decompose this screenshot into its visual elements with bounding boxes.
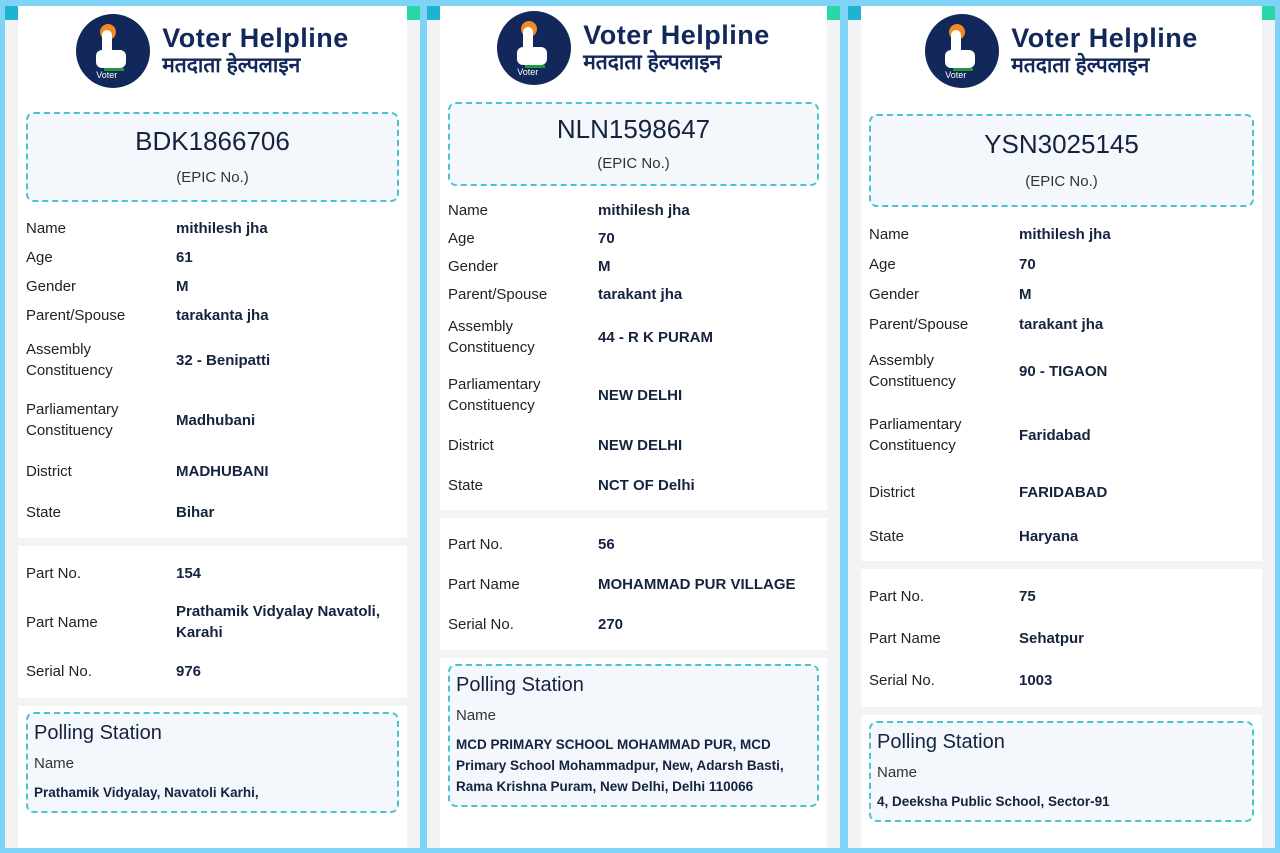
detail-label: State <box>448 476 484 494</box>
detail-value: tarakant jha <box>598 285 683 303</box>
logo-text <box>583 20 770 76</box>
detail-label: Name <box>869 225 910 243</box>
voter-card <box>861 6 1262 848</box>
part-label: Part Name <box>869 629 941 647</box>
voter-card <box>440 6 827 848</box>
detail-value: mithilesh jha <box>1019 225 1111 243</box>
detail-label: District <box>448 436 494 454</box>
detail-value: tarakanta jha <box>176 307 269 324</box>
detail-row <box>869 339 1254 403</box>
logo-part <box>945 50 975 68</box>
detail-row <box>26 330 399 390</box>
voter-hand-icon <box>497 11 571 85</box>
voter-hand-icon <box>925 14 999 88</box>
detail-label: Parliamentary Constituency <box>869 416 962 454</box>
divider <box>18 538 407 546</box>
detail-row <box>869 517 1254 555</box>
logo-title-en: Voter Helpline <box>162 23 349 53</box>
logo-text <box>1011 23 1198 79</box>
divider <box>440 650 827 658</box>
epic-label: (EPIC No.) <box>1025 173 1098 190</box>
detail-label: District <box>869 483 915 501</box>
detail-row <box>26 492 399 532</box>
part-label: Part Name <box>26 613 98 631</box>
divider <box>861 707 1262 715</box>
logo-title-en: Voter Helpline <box>1011 23 1198 53</box>
part-label: Part No. <box>448 535 504 553</box>
part-value: 270 <box>598 615 624 633</box>
polling-station-box <box>448 664 819 807</box>
polling-station-address: MCD PRIMARY SCHOOL MOHAMMAD PUR, MCD Primary School Mohammadpur, New, Adarsh Basti, Rama Krishna Puram, New Delhi, Delhi 110066 <box>456 737 784 794</box>
detail-row <box>869 219 1254 249</box>
status-bar-left <box>5 6 19 20</box>
part-value: 56 <box>598 535 615 553</box>
part-row <box>448 564 819 604</box>
detail-row <box>26 390 399 450</box>
polling-station-box <box>869 721 1254 822</box>
detail-value: 70 <box>1019 255 1036 273</box>
voter-helpline-logo <box>18 6 407 96</box>
detail-value: FARIDABAD <box>1019 483 1108 501</box>
detail-label: State <box>869 527 905 545</box>
part-row <box>448 604 819 644</box>
polling-station-title: Polling Station <box>877 731 1005 753</box>
detail-row <box>869 309 1254 339</box>
epic-number: BDK1866706 <box>135 126 290 156</box>
details-list <box>440 186 827 504</box>
detail-value: mithilesh jha <box>176 220 268 237</box>
detail-row <box>26 272 399 301</box>
logo-mark-text: Voter <box>945 70 967 80</box>
part-list <box>18 552 407 692</box>
part-label: Part No. <box>26 564 82 582</box>
status-bar-right <box>1261 6 1275 20</box>
details-list <box>18 202 407 532</box>
logo-part <box>517 47 547 65</box>
detail-value: M <box>1019 285 1032 303</box>
detail-label: Age <box>448 229 475 247</box>
voter-panel <box>5 6 420 848</box>
status-bar-left <box>848 6 862 20</box>
part-list <box>861 575 1262 701</box>
detail-row <box>869 467 1254 517</box>
divider <box>861 561 1262 569</box>
part-row <box>869 659 1254 701</box>
logo-title-en: Voter Helpline <box>583 20 770 50</box>
detail-value: NEW DELHI <box>598 386 683 404</box>
detail-value: M <box>176 278 189 295</box>
part-label: Serial No. <box>448 615 514 633</box>
detail-row <box>26 243 399 272</box>
polling-station-name-label: Name <box>877 764 918 781</box>
epic-number: NLN1598647 <box>556 114 711 144</box>
detail-value: tarakant jha <box>1019 315 1104 333</box>
details-list <box>861 207 1262 555</box>
part-row <box>448 524 819 564</box>
polling-station-name-label: Name <box>456 707 497 724</box>
detail-row <box>869 279 1254 309</box>
logo-title-hi: मतदाता हेल्पलाइन <box>1011 54 1150 77</box>
detail-value: NCT OF Delhi <box>598 476 695 494</box>
detail-label: Age <box>869 255 896 273</box>
status-bar-left <box>427 6 441 20</box>
detail-label: Parent/Spouse <box>869 315 969 333</box>
detail-label: Age <box>26 249 53 266</box>
logo-part <box>96 50 126 68</box>
detail-row <box>448 466 819 504</box>
voter-panel <box>848 6 1275 848</box>
detail-value: 44 - R K PURAM <box>598 328 714 346</box>
epic-box <box>448 102 819 186</box>
detail-row <box>26 214 399 243</box>
detail-value: Haryana <box>1019 527 1079 545</box>
detail-value: MADHUBANI <box>176 462 269 480</box>
detail-value: 70 <box>598 229 615 247</box>
detail-row <box>869 249 1254 279</box>
part-value: 976 <box>176 662 202 680</box>
detail-label: Assembly Constituency <box>26 341 113 379</box>
voter-card <box>18 6 407 848</box>
epic-number: YSN3025145 <box>984 129 1139 159</box>
part-label: Part No. <box>869 587 925 605</box>
part-value: Sehatpur <box>1019 629 1085 647</box>
status-bar-right <box>826 6 840 20</box>
part-label: Part Name <box>448 575 520 593</box>
detail-label: Gender <box>26 278 77 295</box>
detail-row <box>869 403 1254 467</box>
part-value: 1003 <box>1019 671 1053 689</box>
epic-label: (EPIC No.) <box>597 155 670 172</box>
part-value: 154 <box>176 564 202 582</box>
logo-text <box>162 23 349 79</box>
detail-label: State <box>26 503 62 521</box>
detail-row <box>448 424 819 466</box>
detail-label: Name <box>26 220 67 237</box>
detail-value: M <box>598 257 611 275</box>
detail-row <box>448 280 819 308</box>
detail-label: Gender <box>448 257 499 275</box>
detail-value: 90 - TIGAON <box>1019 362 1108 380</box>
detail-value: Bihar <box>176 503 215 521</box>
epic-label: (EPIC No.) <box>176 169 249 186</box>
polling-station-name-label: Name <box>34 755 75 772</box>
detail-row <box>448 196 819 224</box>
part-row <box>26 552 399 594</box>
detail-label: Assembly Constituency <box>869 352 956 390</box>
detail-row <box>448 308 819 366</box>
part-value: Prathamik Vidyalay Navatoli, Karahi <box>176 603 380 641</box>
polling-station-title: Polling Station <box>456 674 584 696</box>
voter-helpline-logo <box>861 6 1262 96</box>
polling-station-box <box>26 712 399 813</box>
polling-station-address: 4, Deeksha Public School, Sector-91 <box>877 794 1110 809</box>
detail-row <box>448 252 819 280</box>
part-row <box>26 650 399 692</box>
detail-row <box>448 224 819 252</box>
detail-row <box>26 301 399 330</box>
polling-station-title: Polling Station <box>34 722 162 744</box>
detail-value: 32 - Benipatti <box>176 351 271 369</box>
logo-mark-text: Voter <box>96 70 118 80</box>
voter-panel <box>427 6 840 848</box>
part-list <box>440 524 827 644</box>
detail-label: Parliamentary Constituency <box>448 376 541 414</box>
detail-label: Gender <box>869 285 920 303</box>
part-label: Serial No. <box>26 662 92 680</box>
divider <box>18 698 407 706</box>
detail-value: NEW DELHI <box>598 436 683 454</box>
detail-row <box>448 366 819 424</box>
detail-value: Faridabad <box>1019 426 1091 444</box>
detail-value: 61 <box>176 249 193 266</box>
divider <box>440 510 827 518</box>
detail-label: Assembly Constituency <box>448 318 535 356</box>
detail-label: District <box>26 462 72 480</box>
detail-value: Madhubani <box>176 411 256 429</box>
voter-helpline-logo <box>440 6 827 90</box>
logo-mark-text: Voter <box>517 67 539 77</box>
detail-label: Parent/Spouse <box>26 307 126 324</box>
detail-label: Parliamentary Constituency <box>26 401 119 439</box>
part-value: MOHAMMAD PUR VILLAGE <box>598 575 796 593</box>
polling-station-address: Prathamik Vidyalay, Navatoli Karhi, <box>34 785 259 800</box>
part-value: 75 <box>1019 587 1036 605</box>
part-row <box>869 575 1254 617</box>
logo-title-hi: मतदाता हेल्पलाइन <box>583 51 722 74</box>
epic-box <box>869 114 1254 207</box>
logo-title-hi: मतदाता हेल्पलाइन <box>162 54 301 77</box>
detail-label: Parent/Spouse <box>448 285 548 303</box>
epic-box <box>26 112 399 202</box>
voter-hand-icon <box>76 14 150 88</box>
part-row <box>26 594 399 650</box>
part-row <box>869 617 1254 659</box>
status-bar-right <box>406 6 420 20</box>
part-label: Serial No. <box>869 671 935 689</box>
detail-value: mithilesh jha <box>598 201 690 219</box>
detail-row <box>26 450 399 492</box>
detail-label: Name <box>448 201 489 219</box>
